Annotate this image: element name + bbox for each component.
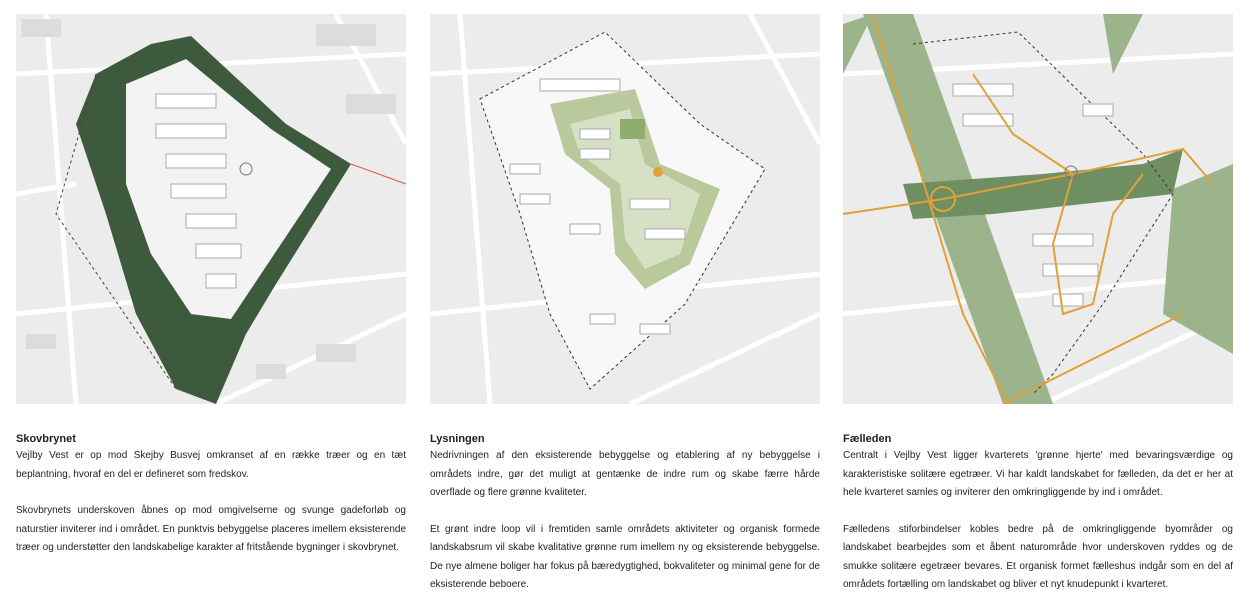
panel-title: Fælleden (843, 433, 892, 445)
panel-body (430, 447, 820, 595)
site-plan-skovbrynet (16, 14, 406, 404)
panel-body (843, 447, 1233, 595)
paragraph: Centralt i Vejlby Vest ligger kvarterets 'grønne hjerte' med bevaringsværdige og karakteristiske solitære egetræer. Vi har kaldt landskabet for fælleden, da det er her at hele kvarteret samles og inviterer den omkringliggende by ind i området. (843, 450, 1233, 498)
site-plan-lysningen (430, 14, 820, 404)
site-plan-faelleden (843, 14, 1233, 404)
paragraph: Nedrivningen af den eksisterende bebyggelse og etablering af ny bebyggelse i områdets indre, gør det muligt at gentænke de indre rum og skabe færre hårde overflade og flere grønne kvaliteter. (430, 450, 820, 498)
panel-body (16, 447, 406, 558)
paragraph: Vejlby Vest er op mod Skejby Busvej omkranset af en række træer og en tæt beplantning, hvoraf en del er defineret som fredskov. (16, 450, 406, 480)
panel-title: Lysningen (430, 433, 485, 445)
paragraph: Fælledens stiforbindelser kobles bedre på de omkringliggende byområder og landskabet bearbejdes som et åbent naturområde hvor underskoven ryddes og de smukke solitære egetræer bevares. Et organisk formet fælleshus indgår som en del af områdets fortælling om landskabet og bliver et nyt knudepunkt i kvarteret. (843, 523, 1233, 590)
paragraph: Et grønt indre loop vil i fremtiden samle områdets aktiviteter og organisk formede landskabsrum vil skabe kvalitative grønne rum imellem ny og eksisterende bebyggelse. De nye almene boliger har fokus på bæredygtighed, bokvaliteter og minimal gene for de eksisterende beboere. (430, 523, 820, 590)
panel-title: Skovbrynet (16, 433, 76, 445)
paragraph: Skovbrynets underskoven åbnes op mod omgivelserne og svunge gadeforløb og naturstier inviterer ind i området. En punktvis bebyggelse placeres imellem eksisterende træer og understøtter den landskabelige karakter af fritstående bygninger i skovbrynet. (16, 505, 406, 553)
panel-skovbrynet (16, 14, 406, 558)
panel-lysningen (430, 14, 820, 595)
panel-faelleden (843, 14, 1233, 595)
